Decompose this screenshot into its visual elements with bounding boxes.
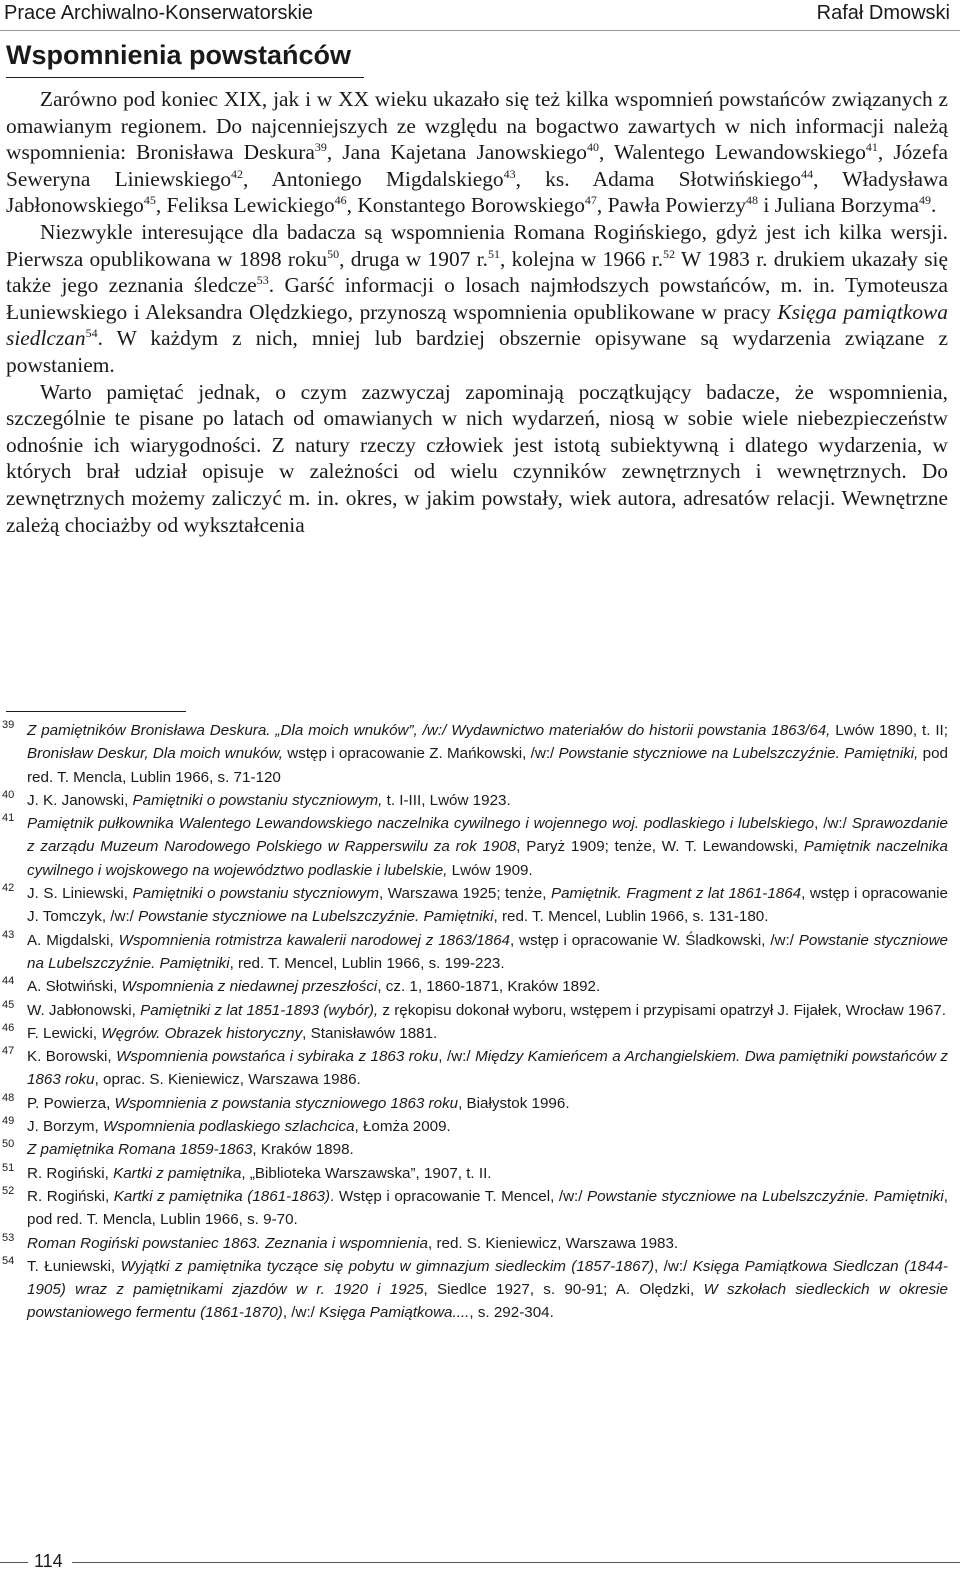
footnote-39: 39 Z pamiętników Bronisława Deskura. „Dla moich wnuków”, /w:/ Wydawnictwo materiałów do historii powstania 1863/64, Lwów 1890, t. II; Bronisław Deskur, Dla moich wnuków, wstęp i opracowanie Z. Mańkowski, /w:/ Powstanie styczniowe na Lubelszczyźnie. Pamiętniki, pod red. T. Mencla, Lublin 1966, s. 71-120	[2, 719, 949, 786]
footnote-45: 45 W. Jabłonowski, Pamiętniki z lat 1851-1893 (wybór), z rękopisu dokonał wyboru, wstępem i przypisami opatrzył J. Fijałek, Wrocław 1967.	[2, 998, 946, 1019]
footnote-50: 50 Z pamiętnika Romana 1859-1863, Kraków 1898.	[2, 1138, 354, 1159]
paragraph-3: Warto pamiętać jednak, o czym zazwyczaj zapominają początkujący badacze, że wspomnienia, szczególnie te pisane po latach od omawianych w nich wydarzeń, niosą w sobie wiele niebezpieczeństw odnośnie ich wiarygodności. Z natury rzeczy człowiek jest istotą subiektywną i dlatego wydarzenia, w których brał udział opisuje w zależności od wielu czynników zewnętrznych i wewnętrznych. Do zewnętrznych możemy zaliczyć m. in. okres, w jakim powstały, wiek autora, adresatów relacji. Wewnętrzne zależą chociażby od wykształcenia	[6, 379, 948, 537]
paragraph-2: Niezwykle interesujące dla badacza są wspomnienia Romana Rogińskiego, gdyż jest ich kilka wersji. Pierwsza opublikowana w 1898 roku$^{50}$, druga w 1907 r.$^{51}$, kolejna w 1966 r.$^{52}$ W 1983 r. drukiem ukazały się także jego zeznania śledcze$^{53}$. Garść informacji o losach najmłodszych powstańców, m. in. Tymoteusza Łuniewskiego i Aleksandra Olędzkiego, przynoszą wspomnienia opublikowane w pracy Księga pamiątkowa siedlczan$^{54}$. W każdym z nich, mniej lub bardziej obszernie opisywane są wydarzenia związane z powstaniem.	[6, 219, 948, 377]
footnote-54: 54 T. Łuniewski, Wyjątki z pamiętnika tyczące się pobytu w gimnazjum siedleckim (1857-1867), /w:/ Księga Pamiątkowa Siedlczan (1844-1905) wraz z pamiętnikami zjazdów w r. 1920 i 1925, Siedlce 1927, s. 90-91; A. Olędzki, W szkołach siedleckich w okresie powstaniowego fermentu (1861-1870), /w:/ Księga Pamiątkowa...., s. 292-304.	[2, 1254, 949, 1322]
journal-title: Prace Archiwalno-Konserwatorskie	[4, 2, 314, 24]
footnotes	[2, 719, 949, 1325]
footnote-46: 46 F. Lewicki, Węgrów. Obrazek historyczny, Stanisławów 1881.	[2, 1021, 438, 1042]
footnote-44: 44 A. Słotwiński, Wspomnienia z niedawnej przeszłości, cz. 1, 1860-1871, Kraków 1892.	[2, 975, 601, 996]
title-underline	[6, 77, 364, 78]
footnote-47: 47 K. Borowski, Wspomnienia powstańca i sybiraka z 1863 roku, /w:/ Między Kamieńcem a Archangielskiem. Dwa pamiętniki powstańców z 1863 roku, oprac. S. Kieniewicz, Warszawa 1986.	[2, 1045, 948, 1089]
footnote-53: 53 Roman Rogiński powstaniec 1863. Zeznania i wspomnienia, red. S. Kieniewicz, Warszawa 1983.	[2, 1231, 679, 1252]
footnote-42: 42 J. S. Liniewski, Pamiętniki o powstaniu styczniowym, Warszawa 1925; tenże, Pamiętnik. Fragment z lat 1861-1864, wstęp i opracowanie J. Tomczyk, /w:/ Powstanie styczniowe na Lubelszczyźnie. Pamiętniki, red. T. Mencel, Lublin 1966, s. 131-180.	[2, 882, 948, 926]
header-rule	[0, 30, 960, 31]
paragraph-1: Zarówno pod koniec XIX, jak i w XX wieku ukazało się też kilka wspomnień powstańców związanych z omawianym regionem. Do najcenniejszych ze względu na bogactwo zawartych w nich informacji należą wspomnienia: Bronisława Deskura$^{39}$, Jana Kajetana Janowskiego$^{40}$, Walentego Lewandowskiego$^{41}$, Józefa Seweryna Liniewskiego$^{42}$, Antoniego Migdalskiego$^{43}$, ks. Adama Słotwińskiego$^{44}$, Władysława Jabłonowskiego$^{45}$, Feliksa Lewickiego$^{46}$, Konstantego Borowskiego$^{47}$, Pawła Powierzy$^{48}$ i Juliana Borzyma$^{49}$.	[6, 87, 948, 218]
author-name: Rafał Dmowski	[816, 2, 950, 24]
page-footer	[0, 1549, 960, 1579]
section-title: Wspomnienia powstańców	[6, 40, 352, 70]
page-number: 114	[34, 1551, 63, 1571]
footnote-49: 49 J. Borzym, Wspomnienia podlaskiego szlachcica, Łomża 2009.	[2, 1115, 451, 1136]
running-header	[4, 2, 950, 28]
footer-rule-left	[0, 1562, 28, 1563]
footer-rule-right	[72, 1562, 960, 1563]
main-text	[6, 86, 948, 538]
footnote-48: 48 P. Powierza, Wspomnienia z powstania styczniowego 1863 roku, Białystok 1996.	[2, 1091, 570, 1112]
footnote-40: 40 J. K. Janowski, Pamiętniki o powstaniu styczniowym, t. I-III, Lwów 1923.	[2, 788, 511, 809]
footnote-41: 41 Pamiętnik pułkownika Walentego Lewandowskiego naczelnika cywilnego i wojennego woj. podlaskiego i lubelskiego, /w:/ Sprawozdanie z zarządu Muzeum Narodowego Polskiego w Rapperswilu za rok 1908, Paryż 1909; tenże, W. T. Lewandowski, Pamiętnik naczelnika cywilnego i wojskowego na województwo podlaskie i lubelskie, Lwów 1909.	[2, 812, 949, 879]
footnote-52: 52 R. Rogiński, Kartki z pamiętnika (1861-1863). Wstęp i opracowanie T. Mencel, /w:/ Powstanie styczniowe na Lubelszczyźnie. Pamiętniki, pod red. T. Mencla, Lublin 1966, s. 9-70.	[2, 1184, 949, 1229]
footnote-51: 51 R. Rogiński, Kartki z pamiętnika, „Biblioteka Warszawska”, 1907, t. II.	[2, 1161, 492, 1182]
footnote-43: 43 A. Migdalski, Wspomnienia rotmistrza kawalerii narodowej z 1863/1864, wstęp i opracowanie W. Śladkowski, /w:/ Powstanie styczniowe na Lubelszczyźnie. Pamiętniki, red. T. Mencel, Lublin 1966, s. 199-223.	[2, 928, 948, 972]
footnote-separator	[6, 711, 186, 712]
